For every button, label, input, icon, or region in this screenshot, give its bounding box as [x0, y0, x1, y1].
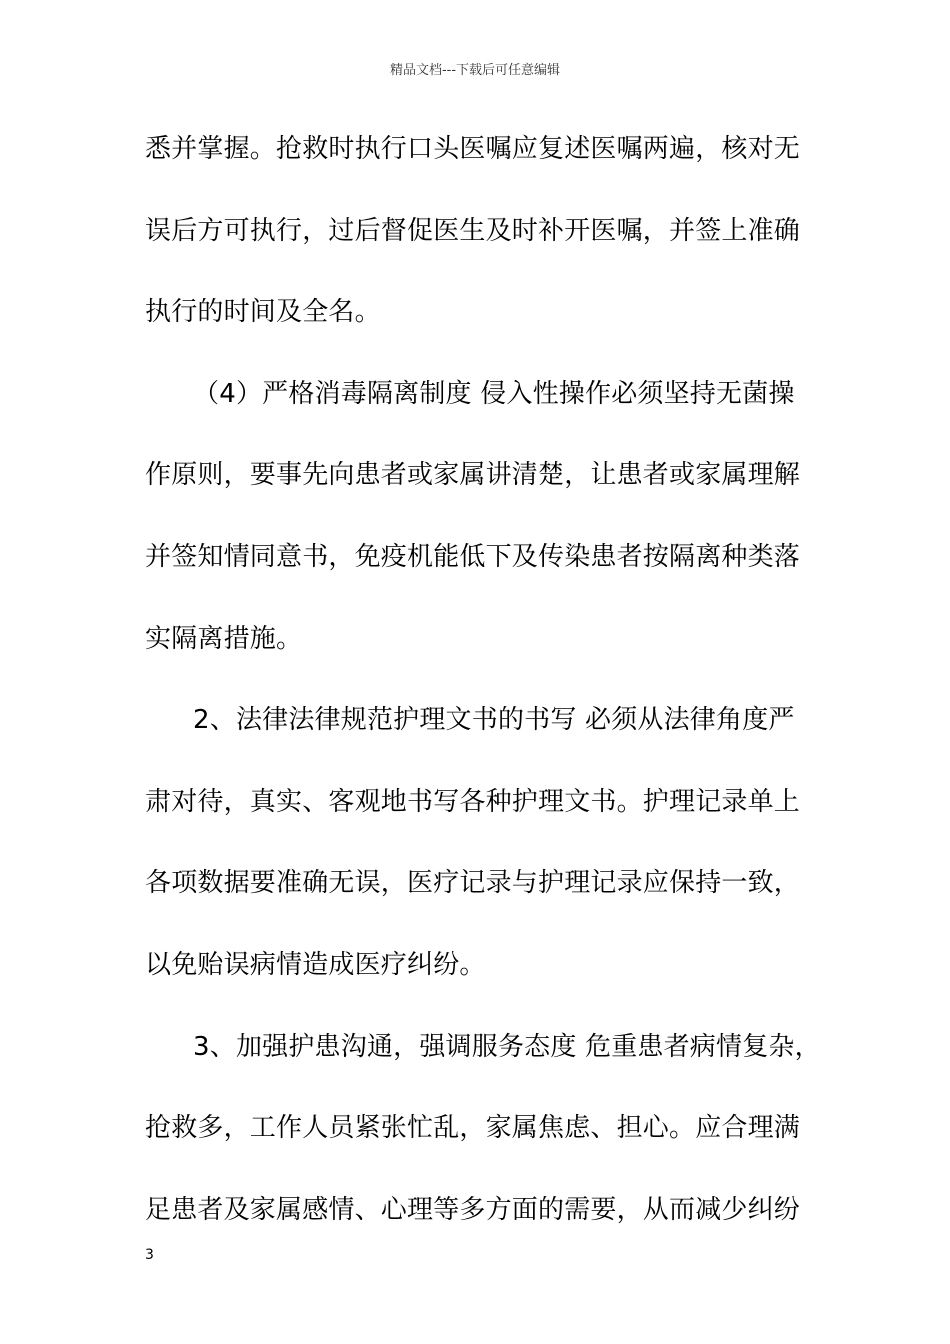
page-number: 3 — [145, 1247, 154, 1263]
text-line: 误后方可执行，过后督促医生及时补开医嘱，并签上准确 — [145, 215, 801, 246]
text-line: 作原则，要事先向患者或家属讲清楚，让患者或家属理解 — [145, 460, 801, 491]
text-line: 各项数据要准确无误，医疗记录与护理记录应保持一致， — [145, 868, 801, 899]
text-line: 以免贻误病情造成医疗纠纷。 — [145, 949, 486, 980]
text-line: 足患者及家属感情、心理等多方面的需要，从而减少纠纷 — [145, 1194, 801, 1225]
paragraph-start-line: 3、加强护患沟通，强调服务态度 危重患者病情复杂， — [193, 1031, 821, 1062]
paragraph-start-line: 2、法律法律规范护理文书的书写 必须从法律角度严 — [193, 705, 795, 736]
paragraph-start-line: （4）严格消毒隔离制度 侵入性操作必须坚持无菌操 — [193, 378, 795, 409]
text-line: 抢救多，工作人员紧张忙乱，家属焦虑、担心。应合理满 — [145, 1113, 801, 1144]
text-line: 并签知情同意书，免疫机能低下及传染患者按隔离种类落 — [145, 541, 801, 572]
text-line: 实隔离措施。 — [145, 623, 303, 654]
text-line: 执行的时间及全名。 — [145, 297, 381, 328]
text-line: 悉并掌握。抢救时执行口头医嘱应复述医嘱两遍，核对无 — [145, 134, 801, 164]
text-line: 肃对待，真实、客观地书写各种护理文书。护理记录单上 — [145, 786, 801, 817]
document-body — [145, 128, 821, 1270]
page-header: 精品文档---下载后可任意编辑 — [389, 63, 561, 78]
